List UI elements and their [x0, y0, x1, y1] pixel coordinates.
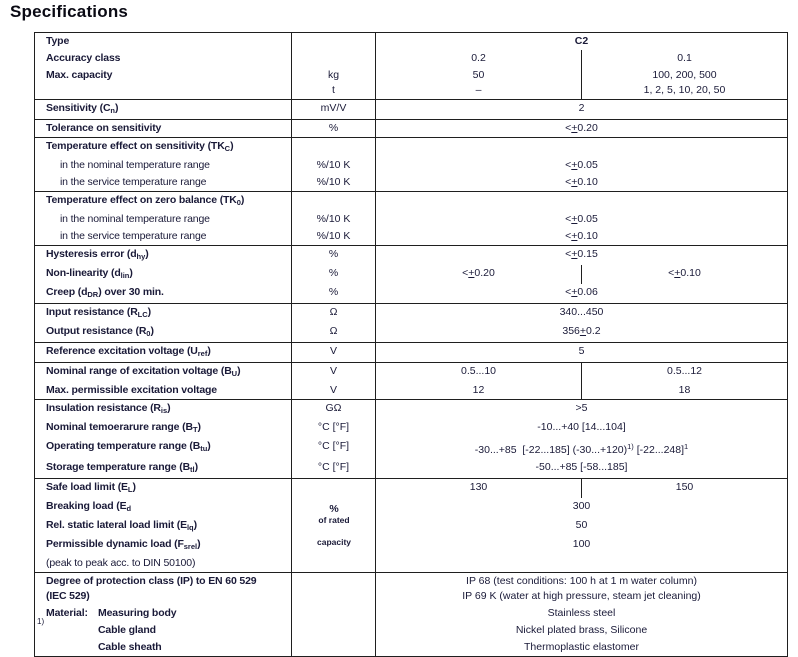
- unit-span-cell: % of rated capacity: [316, 502, 352, 547]
- value-right: 0.5...12: [581, 363, 787, 382]
- param-label: Degree of protection class (IP) to EN 60 529 (IEC 529): [35, 573, 292, 605]
- param-label: Rel. static lateral load limit $(E_{lq})$: [35, 517, 292, 536]
- param-label: Sensitivity $(C_n)$: [35, 100, 292, 119]
- param-label: Non-linearity $(d_{lin})$: [35, 265, 292, 284]
- value-cell: 5: [578, 345, 585, 357]
- value-cell: -30...+85 [-22...185] $(-30...+120)^{1)}$ $[-22...248]^1$: [474, 442, 689, 456]
- spec-section: [35, 303, 787, 342]
- param-label: Temperature effect on zero balance $(TK_0)$: [35, 192, 292, 211]
- spec-row: [35, 536, 787, 555]
- spec-row: [35, 120, 787, 137]
- unit-cell: GΩ: [292, 400, 376, 419]
- unit-cell: kg t: [292, 67, 376, 99]
- spec-row: [35, 211, 787, 228]
- param-label: Input resistance $(R_{LC})$: [35, 304, 292, 323]
- spec-row: [35, 174, 787, 191]
- spec-row: [35, 50, 787, 67]
- value-cell: C2: [574, 35, 589, 47]
- value-cell: 300: [572, 500, 591, 512]
- param-label: Max. permissible excitation voltage: [35, 382, 292, 399]
- spec-row: [35, 100, 787, 119]
- value-cell: [376, 50, 787, 67]
- spec-row: [35, 419, 787, 438]
- material-prefix: Material:: [46, 607, 88, 619]
- unit-cell: V: [292, 382, 376, 399]
- value-cell: IP 68 (test conditions: 100 h at 1 m water column) IP 69 K (water at high pressure, steam jet cleaning): [462, 575, 701, 602]
- spec-row: [35, 246, 787, 265]
- unit-cell: %/10 K: [292, 174, 376, 191]
- param-label: Insulation resistance $(R_{is})$: [35, 400, 292, 419]
- value-left: 12: [472, 384, 485, 396]
- spec-row: [35, 265, 787, 284]
- param-label: Output resistance $(R_0)$: [35, 323, 292, 342]
- value-cell: [376, 67, 787, 99]
- unit-cell: %/10 K: [292, 228, 376, 245]
- unit-cell: Ω: [292, 323, 376, 342]
- spec-row: [35, 343, 787, 362]
- value-cell: [376, 363, 787, 382]
- value-cell: <+0.15: [565, 248, 598, 260]
- spec-row: [35, 192, 787, 211]
- param-label: Cable gland: [35, 622, 292, 639]
- value-cell: <+0.06: [565, 286, 598, 298]
- value-cell: Nickel plated brass, Silicone: [515, 624, 648, 636]
- spec-section: [35, 399, 787, 478]
- value-cell: -50...+85 [-58...185]: [535, 461, 628, 473]
- spec-row: [35, 284, 787, 303]
- spec-row: [35, 323, 787, 342]
- param-label: Creep $(d_{DR})$ over 30 min.: [35, 284, 292, 303]
- value-left: 130: [469, 481, 488, 493]
- value-cell: 100: [572, 538, 591, 550]
- spec-section: [35, 572, 787, 656]
- value-cell: <+0.05: [565, 213, 598, 225]
- value-cell: <+0.05: [565, 159, 598, 171]
- spec-section: [35, 33, 787, 99]
- unit-cell: V: [292, 343, 376, 362]
- value-cell: Thermoplastic elastomer: [524, 641, 639, 653]
- spec-section: [35, 191, 787, 245]
- unit-cell: [292, 573, 376, 605]
- value-left: 0.5...10: [460, 365, 497, 377]
- param-label: (peak to peak acc. to DIN 50100): [35, 555, 292, 572]
- spec-section: [35, 137, 787, 191]
- param-label: in the nominal temperature range: [35, 211, 292, 228]
- spec-row: [35, 605, 787, 622]
- param-label: Tolerance on sensitivity: [35, 120, 292, 137]
- param-label: Nominal range of excitation voltage $(B_U)$: [35, 363, 292, 382]
- value-cell: -10...+40 [14...104]: [537, 421, 626, 433]
- spec-row: [35, 622, 787, 639]
- param-label: Storage temperature range $(B_{tl})$: [35, 459, 292, 478]
- value-cell: [376, 138, 787, 157]
- spec-section: [35, 119, 787, 137]
- unit-cell: [292, 605, 376, 622]
- spec-section: [35, 99, 787, 119]
- unit-cell: V: [292, 363, 376, 382]
- param-label: Nominal temoerarure range $(B_T)$: [35, 419, 292, 438]
- unit-cell: %/10 K: [292, 157, 376, 174]
- spec-row: [35, 479, 787, 498]
- value-cell: [376, 265, 787, 284]
- unit-cell: °C [°F]: [292, 438, 376, 459]
- value-cell: [376, 479, 787, 498]
- unit-cell: %: [292, 120, 376, 137]
- param-label: Safe load limit $(E_L)$: [35, 479, 292, 498]
- value-cell: <+0.10: [565, 230, 598, 242]
- unit-cell: %: [292, 265, 376, 284]
- param-label: Cable sheath: [35, 639, 292, 656]
- spec-row: [35, 573, 787, 605]
- value-cell: <+0.10: [565, 176, 598, 188]
- unit-cell: mV/V: [292, 100, 376, 119]
- spec-row: [35, 304, 787, 323]
- spec-row: [35, 157, 787, 174]
- spec-row: [35, 382, 787, 399]
- spec-row: [35, 400, 787, 419]
- unit-cell: [292, 192, 376, 211]
- value-left: 0.2: [471, 52, 486, 64]
- value-cell: [376, 192, 787, 211]
- spec-section: [35, 478, 787, 572]
- value-right: 18: [581, 382, 787, 399]
- specifications-table: [34, 32, 788, 657]
- param-label: Hysteresis error $(d_{hy})$: [35, 246, 292, 265]
- param-label: in the nominal temperature range: [35, 157, 292, 174]
- spec-row: [35, 459, 787, 478]
- spec-section: [35, 245, 787, 303]
- value-cell: 2: [578, 102, 585, 114]
- unit-cell: %: [292, 246, 376, 265]
- unit-cell: [292, 33, 376, 50]
- value-cell: [376, 382, 787, 399]
- spec-row: [35, 67, 787, 99]
- param-label: Max. capacity: [35, 67, 292, 99]
- unit-cell: [292, 138, 376, 157]
- value-right: 100, 200, 500 1, 2, 5, 10, 20, 50: [581, 67, 787, 99]
- unit-cell: [292, 639, 376, 656]
- value-left: <+0.20: [462, 267, 495, 279]
- param-label: Reference excitation voltage $(U_{ref})$: [35, 343, 292, 362]
- value-left: 50 –: [472, 69, 485, 96]
- param-label: Breaking load ($E_d$: [35, 498, 292, 517]
- param-label: Permissible dynamic load $(F_{srel})$: [35, 536, 292, 555]
- value-cell: 340...450: [559, 306, 604, 318]
- spec-row: [35, 138, 787, 157]
- unit-cell: Ω: [292, 304, 376, 323]
- param-label: Temperature effect on sensitivity $(TK_C)$: [35, 138, 292, 157]
- spec-section: [35, 342, 787, 362]
- value-cell: [376, 555, 787, 572]
- unit-cell: [292, 50, 376, 67]
- param-label: Accuracy class: [35, 50, 292, 67]
- value-cell: >5: [575, 402, 588, 414]
- value-right: 0.1: [581, 50, 787, 67]
- value-right: 150: [581, 479, 787, 498]
- value-cell: 356+0.2: [562, 325, 601, 337]
- unit-cell: [292, 622, 376, 639]
- param-label: in the service temperature range: [35, 228, 292, 245]
- unit-cell: °C [°F]: [292, 419, 376, 438]
- param-label: in the service temperature range: [35, 174, 292, 191]
- footnote-marker: 1): [37, 617, 45, 626]
- spec-row: [35, 438, 787, 459]
- spec-row: [35, 517, 787, 536]
- unit-cell: °C [°F]: [292, 459, 376, 478]
- param-label: Material: Measuring body: [35, 605, 292, 622]
- value-cell: 50: [575, 519, 588, 531]
- value-cell: <+0.20: [565, 122, 598, 134]
- spec-row: [35, 555, 787, 572]
- spec-row: [35, 639, 787, 656]
- page-title: Specifications: [10, 2, 129, 21]
- spec-row: [35, 363, 787, 382]
- param-label: Type: [35, 33, 292, 50]
- spec-section: [35, 362, 787, 399]
- unit-cell: %/10 K: [292, 211, 376, 228]
- value-cell: Stainless steel: [547, 607, 616, 619]
- value-right: <+0.10: [581, 265, 787, 284]
- spec-row: [35, 228, 787, 245]
- unit-cell: %: [292, 284, 376, 303]
- spec-row: [35, 498, 787, 517]
- param-label: Operating temperature range $(B_{tu})$: [35, 438, 292, 459]
- spec-row: [35, 33, 787, 50]
